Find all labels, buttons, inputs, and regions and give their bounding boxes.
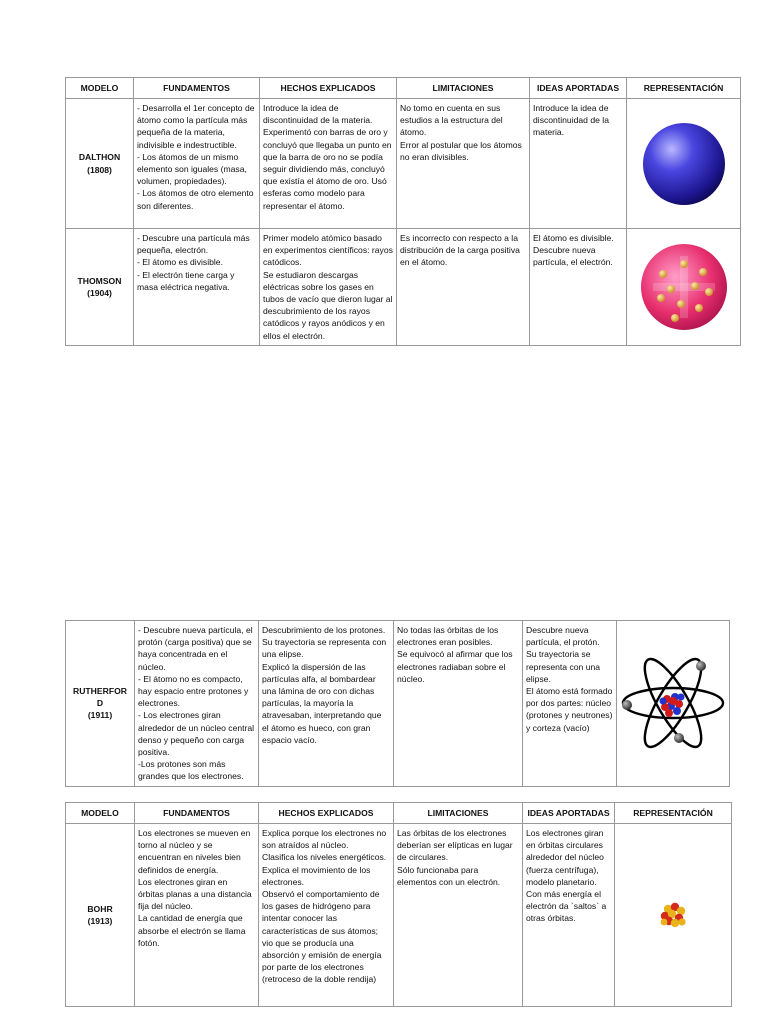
hechos-bohr: Explica porque los electrones no son atraídos al núcleo. Clasifica los niveles energéticos. Explica el movimiento de los electrones. Observó el comportamiento de los gases de hidrógeno para intentar conocer las características de sus átomos; vio que se producía una absorción y emisión de energía por parte de los electrones (retroceso de la doble rendija): [259, 824, 394, 1007]
hechos-thomson: Primer modelo atómico basado en experimentos científicos: rayos catódicos. Se estudiaron descargas eléctricas sobre los gases en tubos de vacío que dieron lugar al descubrimiento de los rayos catódicos y rayos anódicos y en ellos el electrón.: [260, 229, 397, 346]
model-name-dalton: DALTHON (1808): [66, 99, 134, 229]
header-fundamentos: FUNDAMENTOS: [134, 78, 260, 99]
blue-sphere-icon: [641, 121, 727, 207]
header-representacion: REPRESENTACIÓN: [615, 803, 732, 824]
header-representacion: REPRESENTACIÓN: [627, 78, 741, 99]
atomic-models-table-3: [65, 802, 732, 1007]
fundamentos-rutherford: - Descubre nueva partícula, el protón (carga positiva) que se haya concentrada en el núcleo. - El átomo no es compacto, hay espacio entre protones y electrones. - Los electrones giran alrededor de un núcleo central denso y pequeño con carga positiva. -Los protones son más grandes que los electrones.: [135, 621, 259, 787]
header-modelo: MODELO: [66, 803, 135, 824]
limitaciones-thomson: Es incorrecto con respecto a la distribución de la carga positiva en el átomo.: [397, 229, 530, 346]
ideas-thomson: El átomo es divisible. Descubre nueva partícula, el electrón.: [530, 229, 627, 346]
hechos-rutherford: Descubrimiento de los protones. Su trayectoria se representa con una elipse. Explicó la dispersión de las partículas alfa, al bombardear una lámina de oro con dichas partículas, la mayoría la atravesaban, interpretando que el átomo es hueco, con gran espacio vacío.: [259, 621, 394, 787]
ideas-rutherford: Descubre nueva partícula, el protón. Su trayectoria se representa con una elipse. El átomo está formado por dos partes: núcleo (protones y neutrones) y corteza (vacío): [523, 621, 617, 787]
table-row-bohr: [66, 824, 732, 1007]
ideas-dalton: Introduce la idea de discontinuidad de la materia.: [530, 99, 627, 229]
representation-thomson: [627, 229, 741, 346]
header-modelo: MODELO: [66, 78, 134, 99]
table-row-rutherford: [66, 621, 730, 787]
header-row: [66, 803, 732, 824]
header-ideas: IDEAS APORTADAS: [530, 78, 627, 99]
orbital-atom-icon: [619, 649, 727, 757]
table-row-dalton: [66, 99, 741, 229]
nucleus-cluster-icon: [658, 900, 688, 930]
hechos-dalton: Introduce la idea de discontinuidad de la materia. Experimentó con barras de oro y concluyó que llegaba un punto en que la barra de oro no se podía seguir dividiendo más, concluyó que existía el átomo de oro. Usó esferas como modelo para representar el átomo.: [260, 99, 397, 229]
model-name-rutherford: RUTHERFOR D (1911): [66, 621, 135, 787]
fundamentos-dalton: - Desarrolla el 1er concepto de átomo como la partícula más pequeña de la materia, indivisible e indestructible. - Los átomos de un mismo elemento son iguales (masa, volumen, propiedades). - Los átomos de otro elemento son diferentes.: [134, 99, 260, 229]
limitaciones-bohr: Las órbitas de los electrones deberían ser elípticas en lugar de circulares. Sólo funcionaba para elementos con un electrón.: [394, 824, 523, 1007]
limitaciones-dalton: No tomo en cuenta en sus estudios a la estructura del átomo. Error al postular que los átomos no eran divisibles.: [397, 99, 530, 229]
model-name-bohr: BOHR (1913): [66, 824, 135, 1007]
fundamentos-thomson: - Descubre una partícula más pequeña, electrón. - El átomo es divisible. - El electrón tiene carga y masa eléctrica negativa.: [134, 229, 260, 346]
header-hechos: HECHOS EXPLICADOS: [260, 78, 397, 99]
fundamentos-bohr: Los electrones se mueven en torno al núcleo y se encuentran en niveles bien definidos de energía. Los electrones giran en órbitas planas a una distancia fija del núcleo. La cantidad de energía que absorbe el electrón se llama fotón.: [135, 824, 259, 1007]
model-name-thomson: THOMSON (1904): [66, 229, 134, 346]
representation-bohr: [615, 824, 732, 1007]
table-row-thomson: [66, 229, 741, 346]
header-fundamentos: FUNDAMENTOS: [135, 803, 259, 824]
header-limitaciones: LIMITACIONES: [397, 78, 530, 99]
ideas-bohr: Los electrones giran en órbitas circulares alrededor del núcleo (fuerza centrífuga), modelo planetario. Con más energía el electrón da `saltos` a otras órbitas.: [523, 824, 615, 1007]
header-ideas: IDEAS APORTADAS: [523, 803, 615, 824]
limitaciones-rutherford: No todas las órbitas de los electrones eran posibles. Se equivocó al afirmar que los electrones radiaban sobre el núcleo.: [394, 621, 523, 787]
representation-dalton: [627, 99, 741, 229]
representation-rutherford: [617, 621, 730, 787]
header-row: [66, 78, 741, 99]
header-hechos: HECHOS EXPLICADOS: [259, 803, 394, 824]
plum-pudding-icon: [639, 242, 729, 332]
atomic-models-table-1: [65, 77, 741, 346]
atomic-models-table-2: [65, 620, 730, 787]
header-limitaciones: LIMITACIONES: [394, 803, 523, 824]
